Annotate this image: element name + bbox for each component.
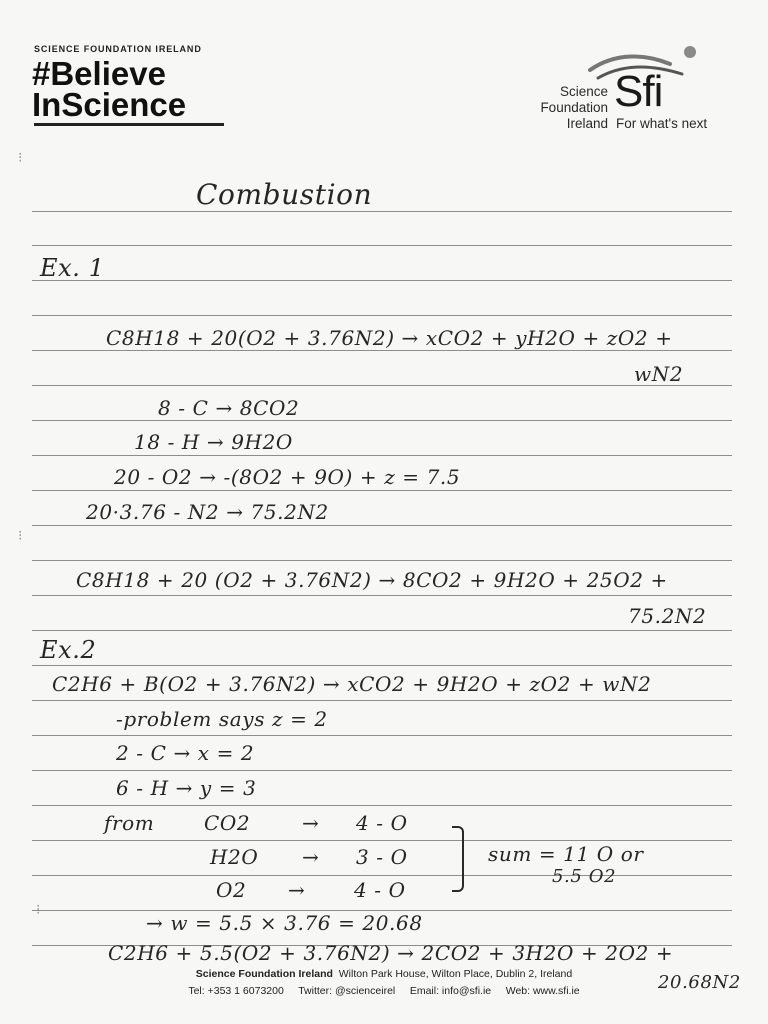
example-2-label: Ex.2: [40, 636, 97, 664]
ex2-from-label: from: [104, 811, 155, 835]
ex2-carbon-line: 2 - C → x = 2: [116, 741, 255, 765]
ex1-equation-line2: wN2: [634, 362, 684, 386]
ex2-from-count: 4 - O: [354, 878, 406, 902]
ex1-result-line2: 75.2N2: [628, 604, 707, 628]
ex1-step-oxygen: 20 - O2 → -(8O2 + 9O) + z = 7.5: [114, 465, 461, 489]
rule-line: [32, 805, 732, 806]
rule-line: [32, 385, 732, 386]
rule-line: [32, 455, 732, 456]
ex2-sum-line2: 5.5 O2: [552, 866, 617, 887]
ex1-result-line1: C8H18 + 20 (O2 + 3.76N2) → 8CO2 + 9H2O + 25O2 +: [76, 568, 668, 592]
example-1-label: Ex. 1: [40, 254, 105, 282]
hashtag-line1: #Believe: [32, 55, 166, 92]
sfi-wordmark: [520, 84, 608, 132]
rule-line: [32, 280, 732, 281]
rule-line: [32, 840, 732, 841]
footer-address-text: Wilton Park House, Wilton Place, Dublin 2, Ireland: [338, 968, 573, 980]
hashtag-line2: InScience: [32, 86, 187, 123]
ex2-sum-line1: sum = 11 O or: [488, 842, 644, 866]
footer-twitter: Twitter: @scienceirel: [298, 985, 396, 997]
rule-line: [32, 630, 732, 631]
ex1-step-carbon: 8 - C → 8CO2: [158, 396, 300, 420]
notes-title: Combustion: [196, 178, 373, 211]
footer-email: Email: info@sfi.ie: [409, 985, 492, 997]
ex2-w-line: → w = 5.5 × 3.76 = 20.68: [146, 911, 423, 935]
rule-line: [32, 665, 732, 666]
margin-mark: ⁝: [18, 150, 23, 166]
ex1-step-hydrogen: 18 - H → 9H2O: [134, 430, 293, 454]
rule-line: [32, 350, 732, 351]
rule-line: [32, 315, 732, 316]
rule-line: [32, 420, 732, 421]
sfi-word-foundation: Foundation: [540, 100, 608, 115]
ex2-hydrogen-line: 6 - H → y = 3: [116, 776, 257, 800]
margin-mark: ⁝: [18, 528, 23, 544]
sfi-mark: Sfi: [614, 67, 663, 116]
ex2-from-arrow: →: [288, 878, 306, 902]
footer-tel: Tel: +353 1 6073200: [188, 985, 284, 997]
rule-line: [32, 770, 732, 771]
sfi-logo: [520, 44, 750, 144]
sfi-word-science: Science: [559, 84, 608, 99]
ex2-from-arrow: →: [302, 811, 320, 835]
rule-line: [32, 595, 732, 596]
rule-line: [32, 525, 732, 526]
sfi-word-ireland: Ireland: [566, 116, 608, 131]
rule-line: [32, 875, 732, 876]
ex2-from-count: 4 - O: [356, 811, 408, 835]
logo-underline: [34, 123, 224, 126]
rule-line: [32, 211, 732, 212]
footer-org: Science Foundation Ireland: [195, 968, 333, 980]
grouping-bracket: [452, 826, 464, 892]
rule-line: [32, 245, 732, 246]
believe-in-science-logo: [32, 55, 187, 123]
ex2-from-arrow: →: [302, 845, 320, 869]
footer-contacts: [0, 985, 768, 997]
ex2-problem-note: -problem says z = 2: [116, 707, 328, 731]
ex2-from-species: CO2: [204, 811, 251, 835]
rule-line: [32, 560, 732, 561]
ex2-equation: C2H6 + B(O2 + 3.76N2) → xCO2 + 9H2O + zO2 + wN2: [52, 672, 652, 696]
ex2-final-line1: C2H6 + 5.5(O2 + 3.76N2) → 2CO2 + 3H2O + 2O2 +: [108, 941, 674, 965]
ex2-from-species: O2: [216, 878, 247, 902]
ex1-equation-line1: C8H18 + 20(O2 + 3.76N2) → xCO2 + yH2O + zO2 +: [106, 326, 673, 350]
footer-web: Web: www.sfi.ie: [505, 985, 580, 997]
sfi-tagline: For what's next: [616, 116, 708, 131]
ex2-final-line2: 20.68N2: [658, 972, 741, 993]
ex2-from-count: 3 - O: [356, 845, 408, 869]
rule-line: [32, 735, 732, 736]
rule-line: [32, 700, 732, 701]
org-caps-label: SCIENCE FOUNDATION IRELAND: [34, 44, 202, 54]
rule-line: [32, 490, 732, 491]
margin-mark: ⁝: [36, 902, 41, 918]
ex2-from-species: H2O: [210, 845, 259, 869]
footer-address: [0, 968, 768, 980]
ex1-step-nitrogen: 20·3.76 - N2 → 75.2N2: [86, 500, 329, 524]
